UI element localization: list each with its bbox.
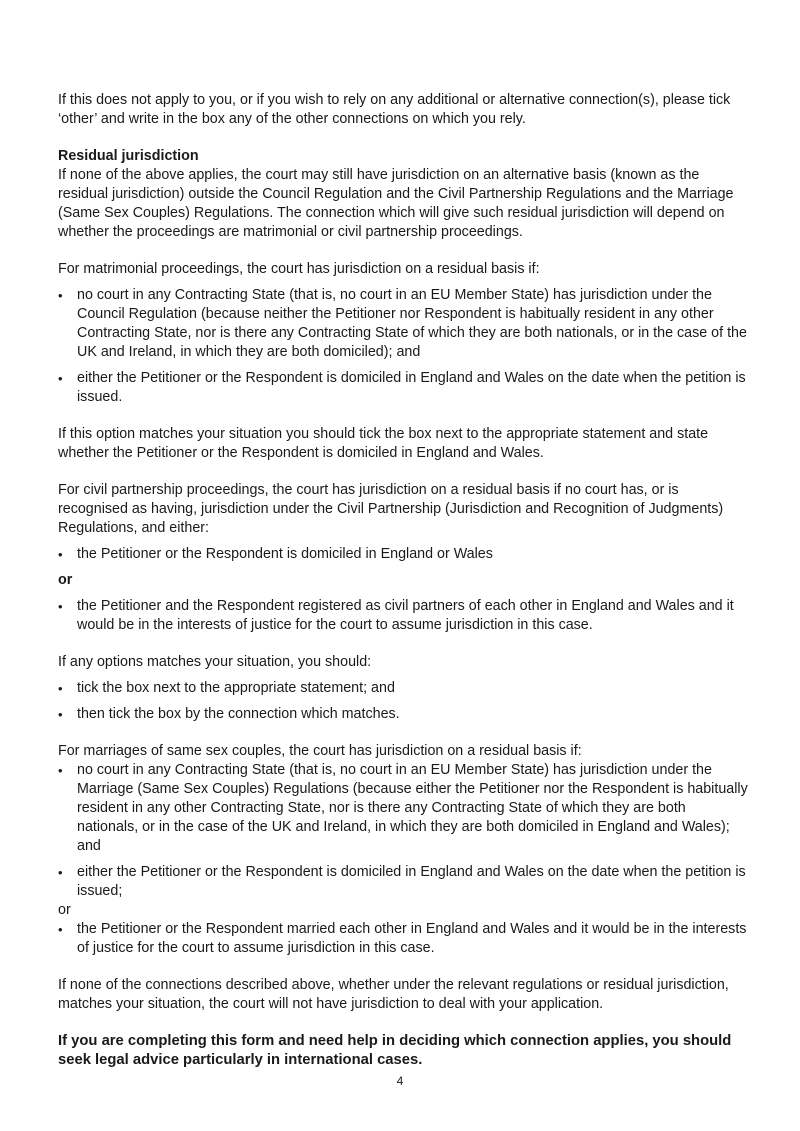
options-bullet-2 bbox=[58, 705, 750, 724]
page-number: 4 bbox=[396, 1074, 404, 1088]
bullet-dot: • bbox=[58, 922, 63, 937]
no-jurisdiction-paragraph: If none of the connections described above, whether under the relevant regulations or residual jurisdiction, matches your situation, the court will not have jurisdiction to deal with your application. bbox=[58, 977, 729, 1012]
bullet-text: the Petitioner or the Respondent is domiciled in England or Wales bbox=[77, 546, 493, 562]
bullet-dot: • bbox=[58, 547, 63, 562]
options-bullet-1 bbox=[58, 679, 750, 698]
bullet-dot: • bbox=[58, 371, 63, 386]
legal-advice-note: If you are completing this form and need help in deciding which connection applies, you should seek legal advice particularly in international cases. bbox=[58, 1033, 732, 1068]
residual-intro: If none of the above applies, the court may still have jurisdiction on an alternative basis (known as the residual jurisdiction) outside the Council Regulation and the Civil Partnership Regulations and the Marriage (Same Sex Couples) Regulations. The connection which will give such residual jurisdiction will depend on whether the proceedings are matrimonial or civil partnership proceedings. bbox=[58, 167, 734, 240]
bullet-text: the Petitioner and the Respondent registered as civil partners of each other in England and Wales and it would be in the interests of justice for the court to assume jurisdiction in this case. bbox=[77, 598, 734, 633]
matrimonial-option: If this option matches your situation you should tick the box next to the appropriate statement and state whether the Petitioner or the Respondent is domiciled in England and Wales. bbox=[58, 426, 709, 461]
bullet-text: the Petitioner or the Respondent married each other in England and Wales and it would be in the interests of justice for the court to assume jurisdiction in this case. bbox=[77, 921, 747, 956]
options-intro: If any options matches your situation, you should: bbox=[58, 654, 372, 670]
same-sex-bullet-1 bbox=[58, 761, 750, 856]
bullet-text: either the Petitioner or the Respondent is domiciled in England and Wales on the date when the petition is issued. bbox=[77, 370, 746, 405]
matrimonial-intro: For matrimonial proceedings, the court has jurisdiction on a residual basis if: bbox=[58, 261, 540, 277]
matrimonial-bullet-2 bbox=[58, 369, 750, 407]
bullet-text: then tick the box by the connection which matches. bbox=[77, 706, 400, 722]
civil-partnership-intro: For civil partnership proceedings, the court has jurisdiction on a residual basis if no court has, or is recognised as having, jurisdiction under the Civil Partnership (Jurisdiction and Recognition of Judgments) Regulations, and either: bbox=[58, 482, 724, 536]
residual-heading: Residual jurisdiction bbox=[58, 148, 199, 164]
civil-bullet-1 bbox=[58, 545, 750, 564]
bullet-dot: • bbox=[58, 707, 63, 722]
same-sex-bullet-3 bbox=[58, 920, 750, 958]
same-sex-or: or bbox=[58, 902, 71, 918]
bullet-dot: • bbox=[58, 763, 63, 778]
matrimonial-bullet-1 bbox=[58, 286, 750, 362]
bullet-text: no court in any Contracting State (that is, no court in an EU Member State) has jurisdiction under the Council Regulation (because neither the Petitioner nor Respondent is habitually resident in any other Contracting State, nor is there any Contracting State of which they are both nationals, or in the case of the UK and Ireland, in which they are both domiciled); and bbox=[77, 287, 747, 360]
civil-bullet-2 bbox=[58, 597, 750, 635]
bullet-text: no court in any Contracting State (that is, no court in an EU Member State) has jurisdiction under the Marriage (Same Sex Couples) Regulations (because either the Petitioner nor the Respondent is habitually resident in any other Contracting State, nor is there any Contracting State of which they are both nationals, or in the case of the UK and Ireland, in which they are both domiciled in England and Wales); and bbox=[77, 762, 748, 854]
bullet-text: tick the box next to the appropriate statement; and bbox=[77, 680, 395, 696]
bullet-dot: • bbox=[58, 865, 63, 880]
bullet-dot: • bbox=[58, 599, 63, 614]
bullet-dot: • bbox=[58, 681, 63, 696]
civil-or: or bbox=[58, 572, 73, 588]
bullet-text: either the Petitioner or the Respondent is domiciled in England and Wales on the date when the petition is issued; bbox=[77, 864, 746, 899]
same-sex-bullet-2 bbox=[58, 863, 750, 901]
bullet-dot: • bbox=[58, 288, 63, 303]
intro-paragraph: If this does not apply to you, or if you wish to rely on any additional or alternative connection(s), please tick ‘other’ and write in the box any of the other connections on which you rely. bbox=[58, 92, 731, 127]
same-sex-intro: For marriages of same sex couples, the court has jurisdiction on a residual basis if: bbox=[58, 743, 582, 759]
